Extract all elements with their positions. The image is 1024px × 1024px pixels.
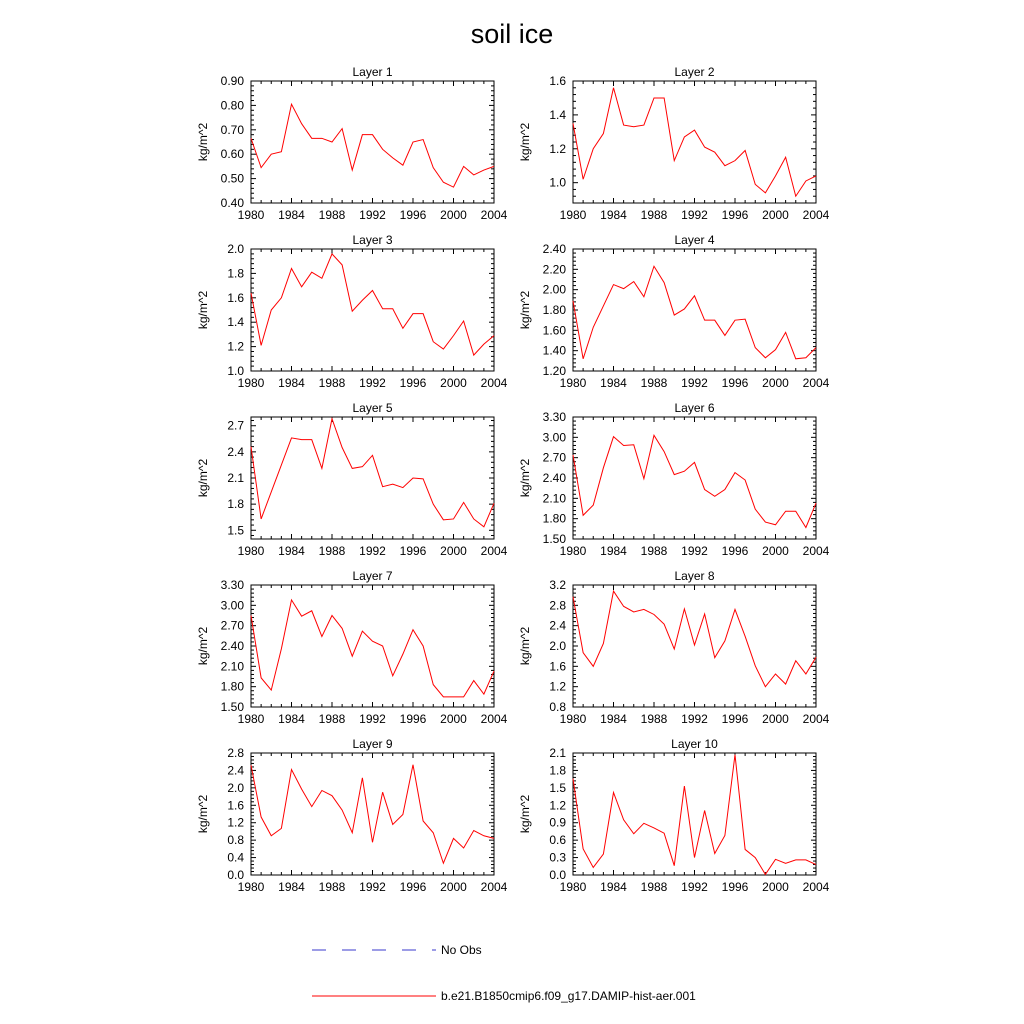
- y-tick-label: 2.40: [220, 639, 244, 653]
- y-tick-label: 3.30: [220, 578, 244, 592]
- y-tick-label: 2.40: [542, 471, 566, 485]
- x-tick-label: 2000: [762, 880, 789, 894]
- x-tick-label: 1988: [318, 376, 346, 390]
- y-tick-label: 1.8: [227, 266, 244, 281]
- series-line-layer-9: [251, 765, 494, 863]
- panel-layer-1: [196, 65, 508, 222]
- series-line-layer-8: [573, 591, 816, 687]
- panel-title-layer-1: Layer 1: [352, 65, 393, 79]
- figure-title: soil ice: [470, 19, 554, 49]
- series-line-layer-10: [573, 755, 816, 875]
- x-tick-label: 1992: [681, 544, 708, 558]
- panel-layer-8: [518, 569, 830, 726]
- x-tick-label: 2004: [802, 712, 830, 726]
- y-tick-label: 1.80: [542, 303, 566, 317]
- y-tick-label: 2.0: [227, 242, 244, 256]
- y-tick-label: 2.0: [227, 780, 244, 795]
- y-tick-label: 2.8: [227, 746, 244, 760]
- panel-layer-7: [196, 569, 508, 726]
- y-tick-label: 2.20: [542, 262, 566, 277]
- plot-frame: [573, 417, 816, 539]
- y-tick-label: 1.0: [549, 175, 566, 190]
- y-tick-label: 1.2: [227, 339, 244, 354]
- x-tick-label: 2000: [440, 880, 467, 894]
- panel-title-layer-9: Layer 9: [352, 737, 393, 751]
- x-tick-label: 2000: [440, 712, 467, 726]
- y-tick-label: 1.2: [549, 141, 566, 156]
- y-tick-label: 1.6: [549, 74, 566, 88]
- y-tick-label: 2.4: [227, 763, 244, 778]
- x-tick-label: 2000: [762, 712, 789, 726]
- x-tick-label: 2004: [802, 544, 830, 558]
- x-tick-label: 1988: [318, 208, 346, 222]
- y-tick-label: 1.2: [549, 798, 566, 813]
- x-tick-label: 1988: [640, 376, 668, 390]
- x-tick-label: 1996: [399, 712, 427, 726]
- x-tick-label: 1988: [318, 712, 346, 726]
- x-tick-label: 1996: [721, 376, 749, 390]
- y-tick-label: 0.90: [220, 74, 244, 88]
- x-tick-label: 2004: [802, 208, 830, 222]
- x-tick-label: 2000: [440, 544, 467, 558]
- y-tick-label: 3.00: [220, 598, 244, 613]
- y-tick-label: 1.50: [542, 532, 566, 546]
- x-tick-label: 1984: [278, 712, 305, 726]
- x-tick-label: 1992: [359, 544, 386, 558]
- y-tick-label: 2.7: [227, 418, 244, 433]
- y-tick-label: 0.40: [220, 196, 244, 210]
- x-tick-label: 2004: [802, 376, 830, 390]
- panel-layer-10: [518, 737, 830, 894]
- panel-title-layer-6: Layer 6: [674, 401, 715, 415]
- x-tick-label: 1992: [681, 208, 708, 222]
- y-tick-label: 0.4: [227, 850, 244, 865]
- x-tick-label: 1988: [640, 208, 668, 222]
- y-tick-label: 1.6: [227, 798, 244, 813]
- y-axis-label: kg/m^2: [518, 626, 532, 666]
- y-tick-label: 0.70: [220, 122, 244, 137]
- x-tick-label: 1984: [600, 208, 627, 222]
- series-line-layer-4: [573, 266, 816, 359]
- x-tick-label: 1984: [600, 376, 627, 390]
- x-tick-label: 2004: [480, 208, 508, 222]
- x-tick-label: 1980: [237, 880, 265, 894]
- y-tick-label: 1.60: [542, 323, 566, 338]
- panel-layer-2: [518, 65, 830, 222]
- x-tick-label: 1996: [399, 880, 427, 894]
- x-tick-label: 1992: [359, 712, 386, 726]
- y-axis-label: kg/m^2: [518, 458, 532, 498]
- x-tick-label: 1996: [721, 880, 749, 894]
- y-tick-label: 0.3: [549, 850, 566, 865]
- x-tick-label: 1984: [278, 880, 305, 894]
- x-tick-label: 1996: [399, 208, 427, 222]
- plot-frame: [251, 417, 494, 539]
- x-tick-label: 1996: [721, 544, 749, 558]
- panel-grid: [196, 65, 830, 894]
- x-tick-label: 1980: [559, 376, 587, 390]
- x-tick-label: 1984: [278, 376, 305, 390]
- x-tick-label: 1988: [318, 880, 346, 894]
- panel-title-layer-2: Layer 2: [674, 65, 715, 79]
- x-tick-label: 1992: [359, 376, 386, 390]
- panel-layer-9: [196, 737, 508, 894]
- y-axis-label: kg/m^2: [518, 794, 532, 834]
- y-axis-label: kg/m^2: [196, 794, 210, 834]
- y-tick-label: 1.2: [549, 679, 566, 694]
- y-axis-label: kg/m^2: [518, 122, 532, 162]
- x-tick-label: 1992: [359, 208, 386, 222]
- panel-layer-3: [196, 233, 508, 390]
- y-axis-label: kg/m^2: [196, 626, 210, 666]
- legend-label-model-run: b.e21.B1850cmip6.f09_g17.DAMIP-hist-aer.001: [441, 989, 696, 1003]
- panel-layer-4: [518, 233, 830, 390]
- x-tick-label: 1996: [721, 208, 749, 222]
- y-tick-label: 2.4: [549, 618, 566, 633]
- y-tick-label: 0.80: [220, 98, 244, 113]
- y-tick-label: 1.40: [542, 343, 566, 358]
- x-tick-label: 2004: [480, 376, 508, 390]
- x-tick-label: 1980: [237, 544, 265, 558]
- y-axis-label: kg/m^2: [196, 290, 210, 330]
- x-tick-label: 1992: [681, 376, 708, 390]
- x-tick-label: 1980: [237, 376, 265, 390]
- y-tick-label: 1.50: [220, 700, 244, 714]
- x-tick-label: 1996: [399, 376, 427, 390]
- x-tick-label: 2004: [480, 880, 508, 894]
- y-tick-label: 0.50: [220, 171, 244, 186]
- x-tick-label: 1992: [359, 880, 386, 894]
- x-tick-label: 1980: [559, 712, 587, 726]
- series-line-layer-7: [251, 600, 494, 697]
- y-tick-label: 1.6: [549, 659, 566, 674]
- y-tick-label: 0.8: [227, 833, 244, 848]
- x-tick-label: 1984: [600, 544, 627, 558]
- x-tick-label: 1980: [559, 880, 587, 894]
- y-tick-label: 2.70: [542, 450, 566, 465]
- y-tick-label: 2.1: [549, 746, 566, 760]
- x-tick-label: 2000: [762, 544, 789, 558]
- y-tick-label: 3.30: [542, 410, 566, 424]
- series-line-layer-5: [251, 419, 494, 527]
- y-tick-label: 2.40: [542, 242, 566, 256]
- y-tick-label: 3.2: [549, 578, 566, 592]
- x-tick-label: 1988: [640, 712, 668, 726]
- x-tick-label: 2000: [440, 376, 467, 390]
- y-tick-label: 2.1: [227, 471, 244, 485]
- x-tick-label: 1984: [278, 208, 305, 222]
- x-tick-label: 2004: [802, 880, 830, 894]
- y-tick-label: 1.5: [549, 780, 566, 795]
- series-line-layer-1: [251, 104, 494, 187]
- y-tick-label: 1.8: [549, 763, 566, 778]
- y-tick-label: 0.6: [549, 833, 566, 848]
- legend: [312, 943, 696, 1003]
- plot-frame: [573, 249, 816, 371]
- y-tick-label: 1.6: [227, 290, 244, 305]
- x-tick-label: 2000: [762, 376, 789, 390]
- y-tick-label: 0.0: [549, 868, 566, 882]
- y-tick-label: 2.10: [542, 491, 566, 506]
- y-axis-label: kg/m^2: [196, 122, 210, 162]
- y-tick-label: 3.00: [542, 430, 566, 445]
- x-tick-label: 1980: [559, 544, 587, 558]
- y-tick-label: 1.5: [227, 523, 244, 538]
- panel-title-layer-5: Layer 5: [352, 401, 393, 415]
- y-tick-label: 2.8: [549, 598, 566, 613]
- x-tick-label: 1996: [721, 712, 749, 726]
- y-tick-label: 2.0: [549, 639, 566, 653]
- plot-frame: [251, 249, 494, 371]
- y-tick-label: 1.2: [227, 815, 244, 830]
- y-tick-label: 0.9: [549, 815, 566, 830]
- panel-layer-6: [518, 401, 830, 558]
- series-line-layer-3: [251, 254, 494, 355]
- y-tick-label: 2.4: [227, 444, 244, 459]
- y-tick-label: 1.8: [227, 497, 244, 512]
- panel-title-layer-7: Layer 7: [352, 569, 393, 583]
- x-tick-label: 2004: [480, 544, 508, 558]
- x-tick-label: 1980: [237, 712, 265, 726]
- y-tick-label: 1.0: [227, 364, 244, 378]
- plot-frame: [573, 81, 816, 203]
- x-tick-label: 1984: [278, 544, 305, 558]
- x-tick-label: 2004: [480, 712, 508, 726]
- x-tick-label: 2000: [440, 208, 467, 222]
- y-tick-label: 1.4: [549, 107, 566, 122]
- y-tick-label: 2.10: [220, 659, 244, 674]
- x-tick-label: 1984: [600, 880, 627, 894]
- y-axis-label: kg/m^2: [518, 290, 532, 330]
- x-tick-label: 1992: [681, 712, 708, 726]
- y-tick-label: 0.8: [549, 700, 566, 714]
- plot-frame: [251, 81, 494, 203]
- y-axis-label: kg/m^2: [196, 458, 210, 498]
- y-tick-label: 1.4: [227, 315, 244, 330]
- legend-label-no-obs: No Obs: [441, 943, 482, 957]
- x-tick-label: 1992: [681, 880, 708, 894]
- y-tick-label: 0.0: [227, 868, 244, 882]
- panel-title-layer-3: Layer 3: [352, 233, 393, 247]
- x-tick-label: 1988: [640, 880, 668, 894]
- panel-layer-5: [196, 401, 508, 558]
- panel-title-layer-4: Layer 4: [674, 233, 715, 247]
- y-tick-label: 1.80: [542, 511, 566, 526]
- x-tick-label: 1980: [237, 208, 265, 222]
- panel-title-layer-10: Layer 10: [671, 737, 718, 751]
- y-tick-label: 0.60: [220, 147, 244, 162]
- x-tick-label: 1980: [559, 208, 587, 222]
- x-tick-label: 1996: [399, 544, 427, 558]
- x-tick-label: 1988: [318, 544, 346, 558]
- x-tick-label: 1984: [600, 712, 627, 726]
- y-tick-label: 2.00: [542, 282, 566, 297]
- panel-title-layer-8: Layer 8: [674, 569, 715, 583]
- x-tick-label: 2000: [762, 208, 789, 222]
- plot-frame: [251, 585, 494, 707]
- y-tick-label: 1.20: [542, 364, 566, 378]
- plot-frame: [251, 753, 494, 875]
- x-tick-label: 1988: [640, 544, 668, 558]
- y-tick-label: 1.80: [220, 679, 244, 694]
- y-tick-label: 2.70: [220, 618, 244, 633]
- series-line-layer-2: [573, 88, 816, 196]
- series-line-layer-6: [573, 435, 816, 527]
